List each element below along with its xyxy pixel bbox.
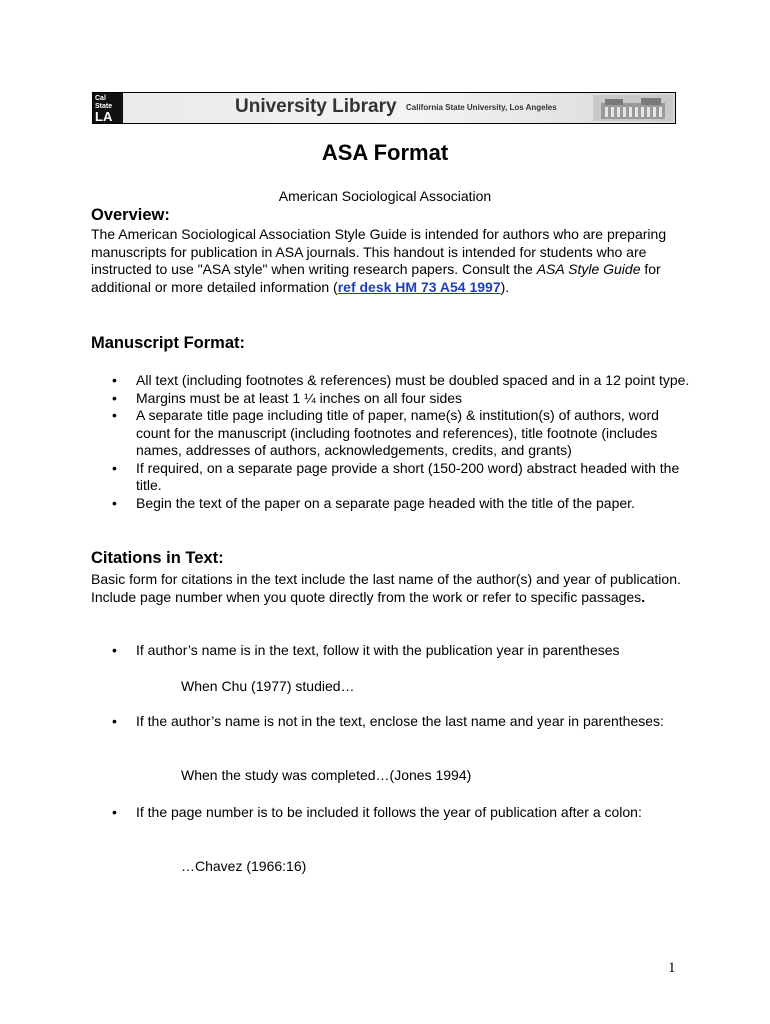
library-subtitle: California State University, Los Angeles xyxy=(406,103,557,112)
citations-heading: Citations in Text: xyxy=(91,549,224,567)
citation-rule-2 xyxy=(91,713,691,731)
cal-state-la-logo: Cal State LA xyxy=(93,93,123,123)
page-number: 1 xyxy=(668,960,676,976)
university-library-banner xyxy=(92,92,676,124)
citation-example-2: When the study was completed…(Jones 1994) xyxy=(181,767,472,783)
list-item: • Begin the text of the paper on a separate page headed with the title of the paper. xyxy=(91,495,691,513)
list-item: • A separate title page including title of paper, name(s) & institution(s) of authors, word count for the manuscript (including footnotes and references), title footnote (includes names, addresses of authors, acknowledgements, credits, and grants) xyxy=(91,407,691,460)
library-title: University Library xyxy=(235,96,397,117)
page-title: ASA Format xyxy=(321,140,449,165)
list-item: • If required, on a separate page provide a short (150-200 word) abstract headed with the title. xyxy=(91,460,691,495)
list-item: • If author’s name is in the text, follow it with the publication year in parentheses xyxy=(91,642,691,660)
library-building-icon xyxy=(593,95,673,121)
manuscript-format-list xyxy=(91,372,691,512)
citations-intro: Basic form for citations in the text include the last name of the author(s) and year of publication. Include page number when you quote directly from the work or refer to specific passages. xyxy=(91,571,681,605)
manuscript-format-heading: Manuscript Format: xyxy=(91,334,246,352)
list-item: • All text (including footnotes & references) must be doubled spaced and in a 12 point type. xyxy=(91,372,691,390)
list-item: • If the page number is to be included it follows the year of publication after a colon: xyxy=(91,804,691,822)
page-subtitle: American Sociological Association xyxy=(278,188,492,204)
citation-example-1: When Chu (1977) studied… xyxy=(181,678,355,694)
list-item: • Margins must be at least 1 ¼ inches on all four sides xyxy=(91,390,691,408)
citation-rule-1 xyxy=(91,642,691,660)
citation-rule-3 xyxy=(91,804,691,822)
citation-example-3: …Chavez (1966:16) xyxy=(181,858,307,874)
overview-heading: Overview: xyxy=(91,206,170,224)
overview-paragraph: The American Sociological Association Style Guide is intended for authors who are preparing manuscripts for publication in ASA journals. This handout is intended for students who are instructed to use "ASA style" when writing research papers. Consult the ASA Style Guide for additional or more detailed information (ref desk HM 73 A54 1997). xyxy=(91,226,667,295)
list-item: • If the author’s name is not in the text, enclose the last name and year in parentheses: xyxy=(91,713,691,731)
ref-desk-link[interactable]: ref desk HM 73 A54 1997 xyxy=(337,278,501,295)
